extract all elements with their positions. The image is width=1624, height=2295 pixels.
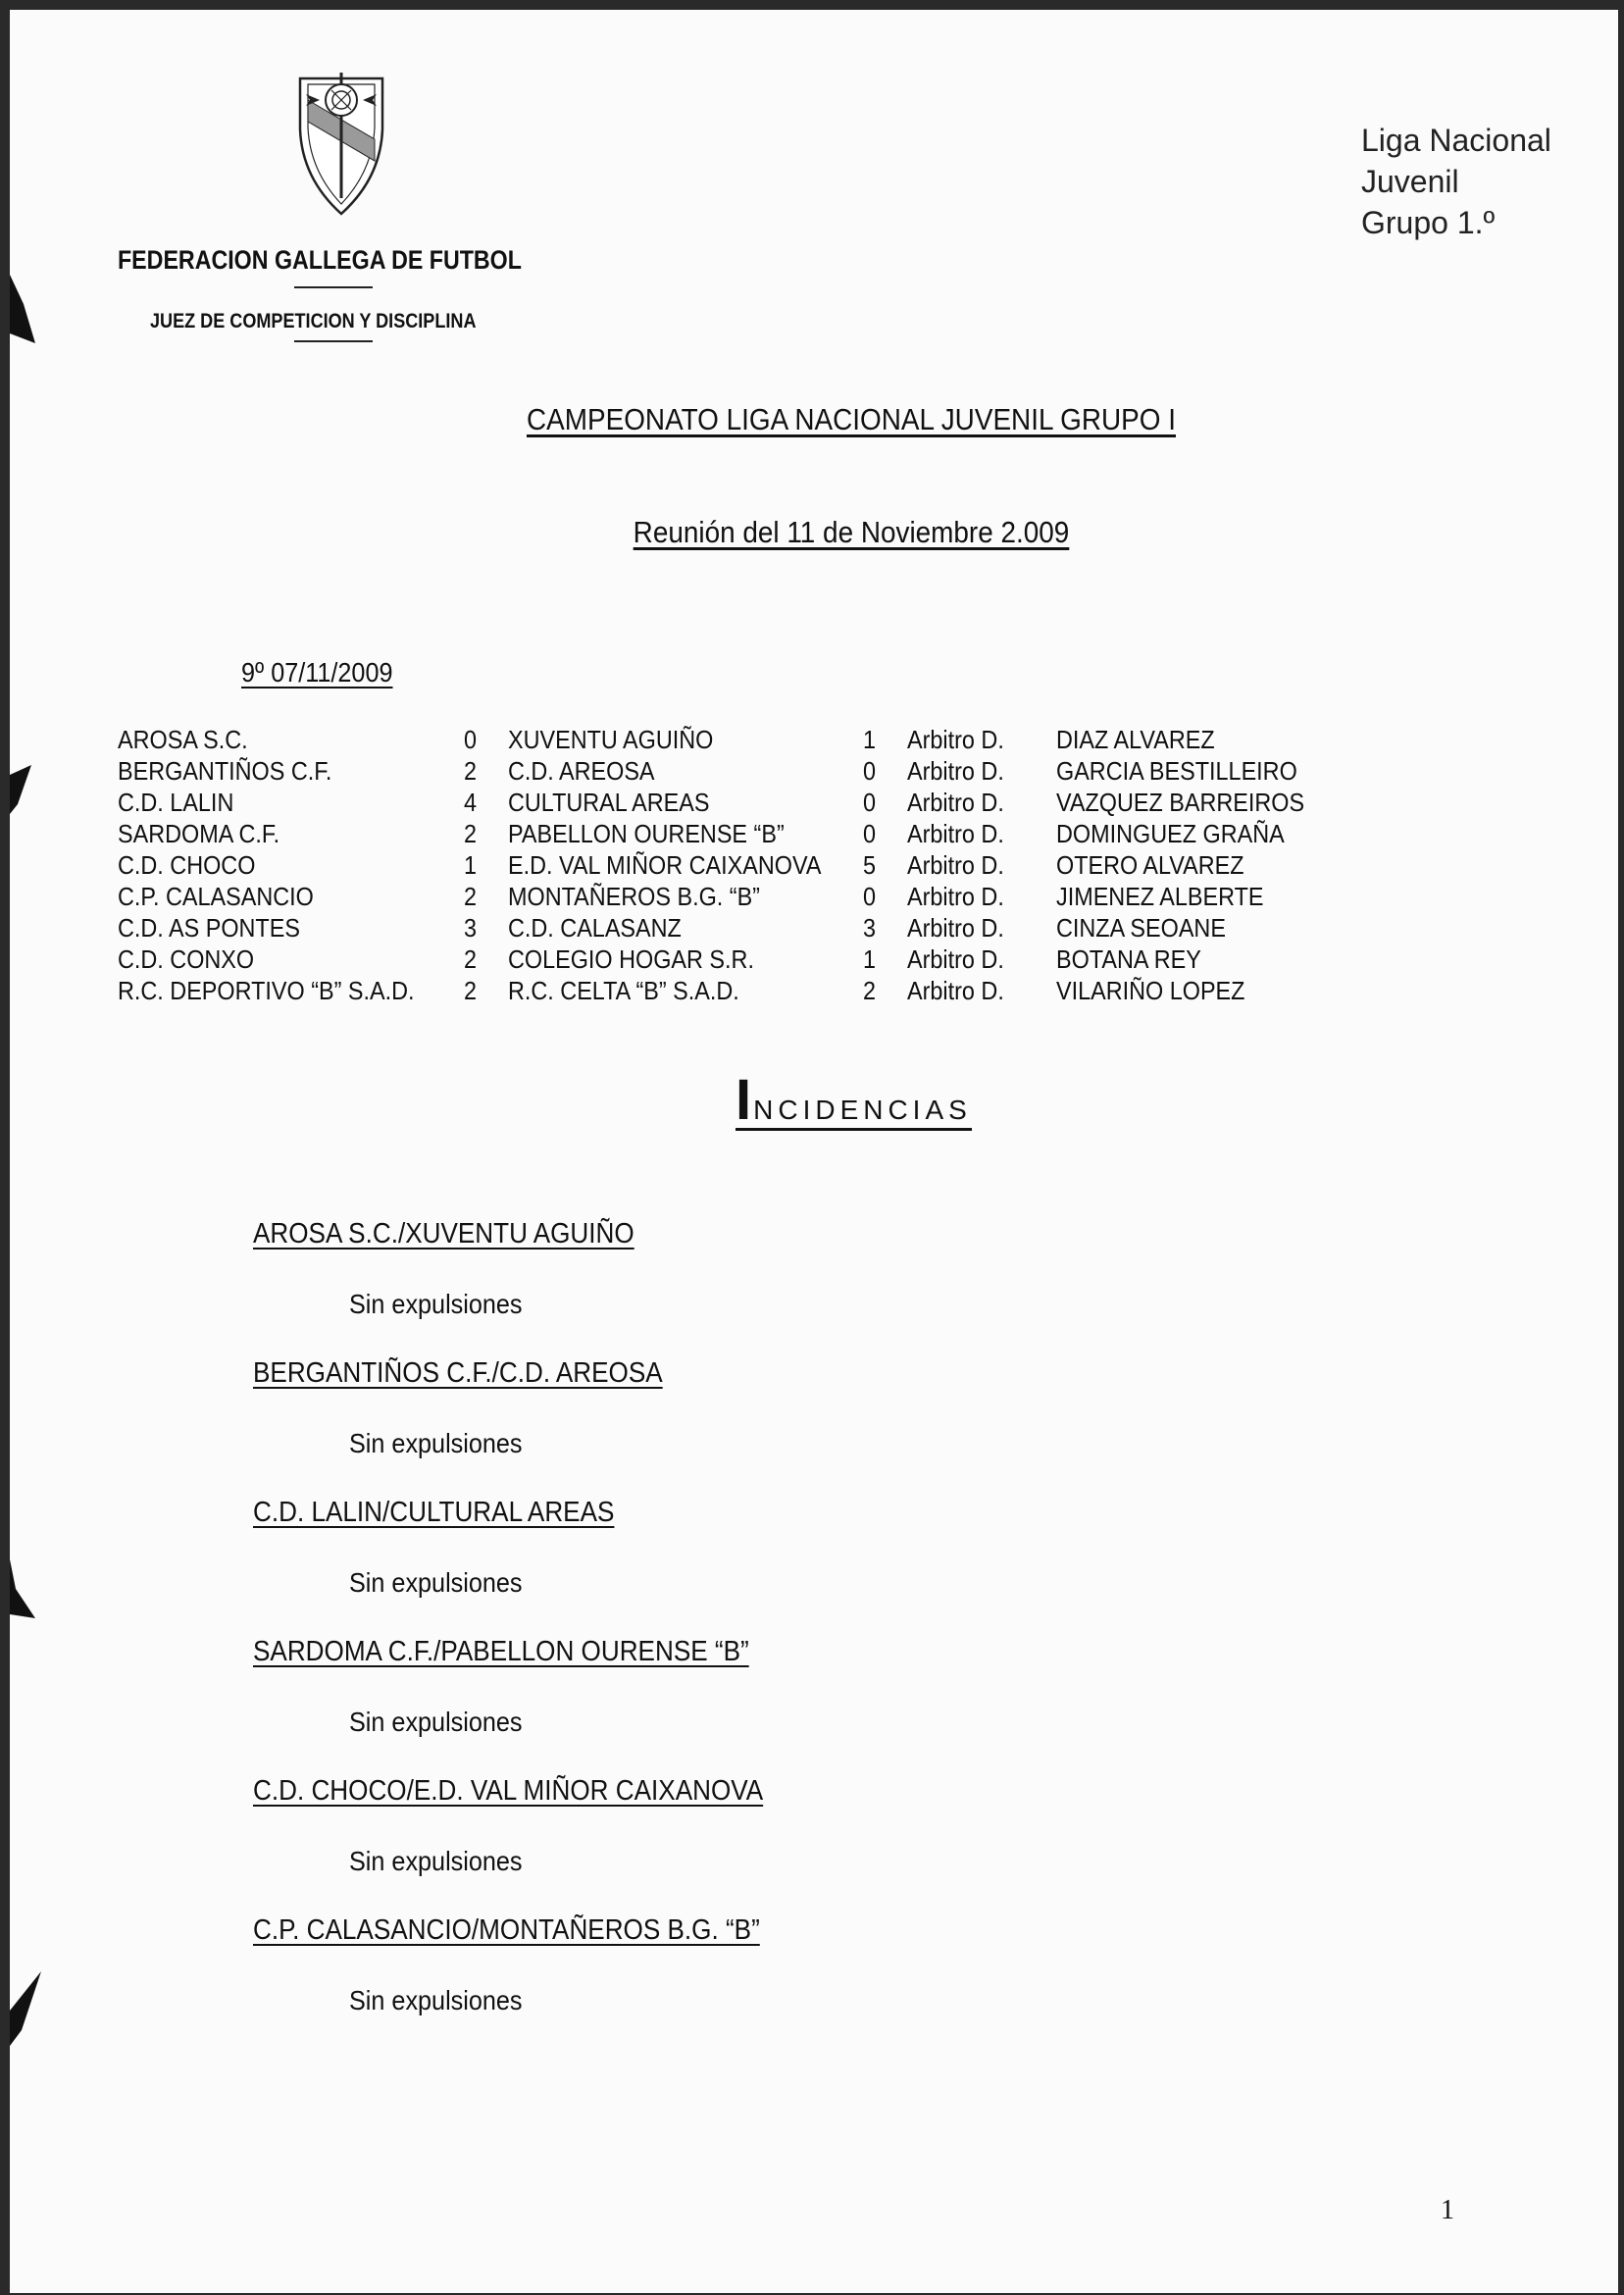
league-stamp-line: Liga Nacional <box>1361 123 1551 158</box>
league-stamp-line: Grupo 1.º <box>1361 205 1496 240</box>
incidencias-heading <box>736 1068 972 1132</box>
page-number: 1 <box>1441 2195 1454 2225</box>
referee-name: BOTANA REY <box>1056 944 1201 974</box>
away-team-cell <box>508 787 863 818</box>
championship-title: CAMPEONATO LIGA NACIONAL JUVENIL GRUPO I <box>526 402 1177 436</box>
away-team: PABELLON OURENSE “B” <box>508 818 785 848</box>
home-team: BERGANTIÑOS C.F. <box>118 755 332 786</box>
home-score-cell <box>464 724 508 755</box>
referee-role: Arbitro D. <box>907 849 1004 880</box>
referee-name-cell <box>1056 849 1350 881</box>
incidencias-rest: NCIDENCIAS <box>753 1095 972 1125</box>
scan-edge-mark <box>10 275 39 353</box>
referee-role-cell <box>907 944 1056 975</box>
away-team-cell <box>508 818 863 849</box>
home-team: SARDOMA C.F. <box>118 818 280 848</box>
home-team-cell <box>118 975 464 1006</box>
home-team: C.D. LALIN <box>118 787 234 817</box>
incidencia-match: BERGANTIÑOS C.F./C.D. AREOSA <box>253 1357 663 1389</box>
away-score-cell <box>863 975 907 1006</box>
home-score-cell <box>464 912 508 944</box>
home-team: C.P. CALASANCIO <box>118 881 314 911</box>
incidencia-note: Sin expulsiones <box>349 1428 523 1458</box>
referee-name: VAZQUEZ BARREIROS <box>1056 787 1305 817</box>
home-team: C.D. AS PONTES <box>118 912 300 943</box>
referee-name-cell <box>1056 755 1350 787</box>
result-row <box>118 724 1350 755</box>
away-score: 2 <box>863 975 877 1005</box>
incidencias-initial: I <box>736 1068 754 1132</box>
referee-role: Arbitro D. <box>907 724 1004 754</box>
home-team-cell <box>118 849 464 881</box>
scan-edge-mark <box>10 1971 49 2050</box>
away-score: 0 <box>863 818 877 848</box>
away-score-cell <box>863 818 907 849</box>
away-score-cell <box>863 755 907 787</box>
incidencia-match: SARDOMA C.F./PABELLON OURENSE “B” <box>253 1636 749 1667</box>
home-score: 2 <box>464 944 478 974</box>
home-team-cell <box>118 944 464 975</box>
away-score: 3 <box>863 912 877 943</box>
result-row <box>118 755 1350 787</box>
incidencia-match: C.P. CALASANCIO/MONTAÑEROS B.G. “B” <box>253 1914 760 1946</box>
home-score: 1 <box>464 849 478 880</box>
home-team: C.D. CONXO <box>118 944 255 974</box>
away-score: 0 <box>863 787 877 817</box>
away-team: COLEGIO HOGAR S.R. <box>508 944 754 974</box>
referee-role: Arbitro D. <box>907 755 1004 786</box>
referee-name-cell <box>1056 818 1350 849</box>
away-score-cell <box>863 724 907 755</box>
home-score-cell <box>464 818 508 849</box>
away-score-cell <box>863 881 907 912</box>
away-score-cell <box>863 787 907 818</box>
referee-role: Arbitro D. <box>907 881 1004 911</box>
referee-name: OTERO ALVAREZ <box>1056 849 1244 880</box>
away-team-cell <box>508 755 863 787</box>
referee-role-cell <box>907 975 1056 1006</box>
referee-role: Arbitro D. <box>907 944 1004 974</box>
referee-name: GARCIA BESTILLEIRO <box>1056 755 1297 786</box>
home-team: R.C. DEPORTIVO “B” S.A.D. <box>118 975 415 1005</box>
federation-name: FEDERACION GALLEGA DE FUTBOL <box>118 245 522 275</box>
home-team: AROSA S.C. <box>118 724 248 754</box>
referee-name: CINZA SEOANE <box>1056 912 1226 943</box>
home-score: 2 <box>464 975 478 1005</box>
away-team: CULTURAL AREAS <box>508 787 710 817</box>
referee-role-cell <box>907 912 1056 944</box>
result-row <box>118 944 1350 975</box>
result-row <box>118 975 1350 1006</box>
referee-name-cell <box>1056 944 1350 975</box>
away-score: 1 <box>863 724 877 754</box>
divider <box>294 286 373 288</box>
referee-name-cell <box>1056 881 1350 912</box>
referee-name-cell <box>1056 724 1350 755</box>
referee-role: Arbitro D. <box>907 818 1004 848</box>
home-team-cell <box>118 724 464 755</box>
away-team: C.D. AREOSA <box>508 755 655 786</box>
home-team: C.D. CHOCO <box>118 849 256 880</box>
scan-edge-mark <box>10 1559 39 1628</box>
home-score: 2 <box>464 818 478 848</box>
round-label: 9º 07/11/2009 <box>241 657 393 688</box>
referee-name-cell <box>1056 787 1350 818</box>
home-team-cell <box>118 818 464 849</box>
away-score: 5 <box>863 849 877 880</box>
away-score: 0 <box>863 755 877 786</box>
away-score-cell <box>863 849 907 881</box>
result-row <box>118 849 1350 881</box>
committee-name: JUEZ DE COMPETICION Y DISCIPLINA <box>150 310 477 332</box>
incidencia-match: AROSA S.C./XUVENTU AGUIÑO <box>253 1218 634 1250</box>
home-score: 3 <box>464 912 478 943</box>
scan-edge-mark <box>10 765 39 824</box>
divider <box>294 340 373 342</box>
incidencia-note: Sin expulsiones <box>349 1985 523 2015</box>
away-team-cell <box>508 849 863 881</box>
meeting-title: Reunión del 11 de Noviembre 2.009 <box>633 515 1070 549</box>
away-score-cell <box>863 944 907 975</box>
home-score: 2 <box>464 881 478 911</box>
result-row <box>118 881 1350 912</box>
away-team-cell <box>508 912 863 944</box>
incidencia-note: Sin expulsiones <box>349 1707 523 1737</box>
result-row <box>118 818 1350 849</box>
referee-name: DOMINGUEZ GRAÑA <box>1056 818 1285 848</box>
referee-name-cell <box>1056 912 1350 944</box>
incidencia-note: Sin expulsiones <box>349 1846 523 1876</box>
home-score: 2 <box>464 755 478 786</box>
referee-name-cell <box>1056 975 1350 1006</box>
league-stamp-line: Juvenil <box>1361 164 1459 199</box>
referee-name: JIMENEZ ALBERTE <box>1056 881 1264 911</box>
home-team-cell <box>118 787 464 818</box>
away-team: E.D. VAL MIÑOR CAIXANOVA <box>508 849 822 880</box>
home-score-cell <box>464 755 508 787</box>
referee-role-cell <box>907 787 1056 818</box>
league-stamp <box>1361 120 1551 243</box>
away-team: C.D. CALASANZ <box>508 912 682 943</box>
home-team-cell <box>118 912 464 944</box>
referee-role: Arbitro D. <box>907 787 1004 817</box>
federation-crest-icon <box>294 71 388 218</box>
document-page <box>10 10 1618 2293</box>
away-team: MONTAÑEROS B.G. “B” <box>508 881 760 911</box>
referee-role-cell <box>907 881 1056 912</box>
away-team: R.C. CELTA “B” S.A.D. <box>508 975 739 1005</box>
referee-role-cell <box>907 755 1056 787</box>
referee-role: Arbitro D. <box>907 912 1004 943</box>
referee-role-cell <box>907 724 1056 755</box>
home-score-cell <box>464 975 508 1006</box>
home-score: 4 <box>464 787 478 817</box>
result-row <box>118 787 1350 818</box>
results-table <box>118 724 1350 1006</box>
away-team-cell <box>508 724 863 755</box>
result-row <box>118 912 1350 944</box>
home-score: 0 <box>464 724 478 754</box>
incidencia-match: C.D. CHOCO/E.D. VAL MIÑOR CAIXANOVA <box>253 1775 764 1807</box>
away-score: 1 <box>863 944 877 974</box>
referee-name: DIAZ ALVAREZ <box>1056 724 1215 754</box>
away-score: 0 <box>863 881 877 911</box>
home-score-cell <box>464 787 508 818</box>
referee-role-cell <box>907 849 1056 881</box>
referee-role-cell <box>907 818 1056 849</box>
away-team-cell <box>508 881 863 912</box>
away-team-cell <box>508 975 863 1006</box>
incidencia-note: Sin expulsiones <box>349 1289 523 1319</box>
home-score-cell <box>464 881 508 912</box>
away-score-cell <box>863 912 907 944</box>
home-team-cell <box>118 755 464 787</box>
referee-role: Arbitro D. <box>907 975 1004 1005</box>
home-score-cell <box>464 849 508 881</box>
home-score-cell <box>464 944 508 975</box>
referee-name: VILARIÑO LOPEZ <box>1056 975 1245 1005</box>
away-team-cell <box>508 944 863 975</box>
away-team: XUVENTU AGUIÑO <box>508 724 714 754</box>
home-team-cell <box>118 881 464 912</box>
incidencia-note: Sin expulsiones <box>349 1567 523 1598</box>
incidencia-match: C.D. LALIN/CULTURAL AREAS <box>253 1497 615 1528</box>
